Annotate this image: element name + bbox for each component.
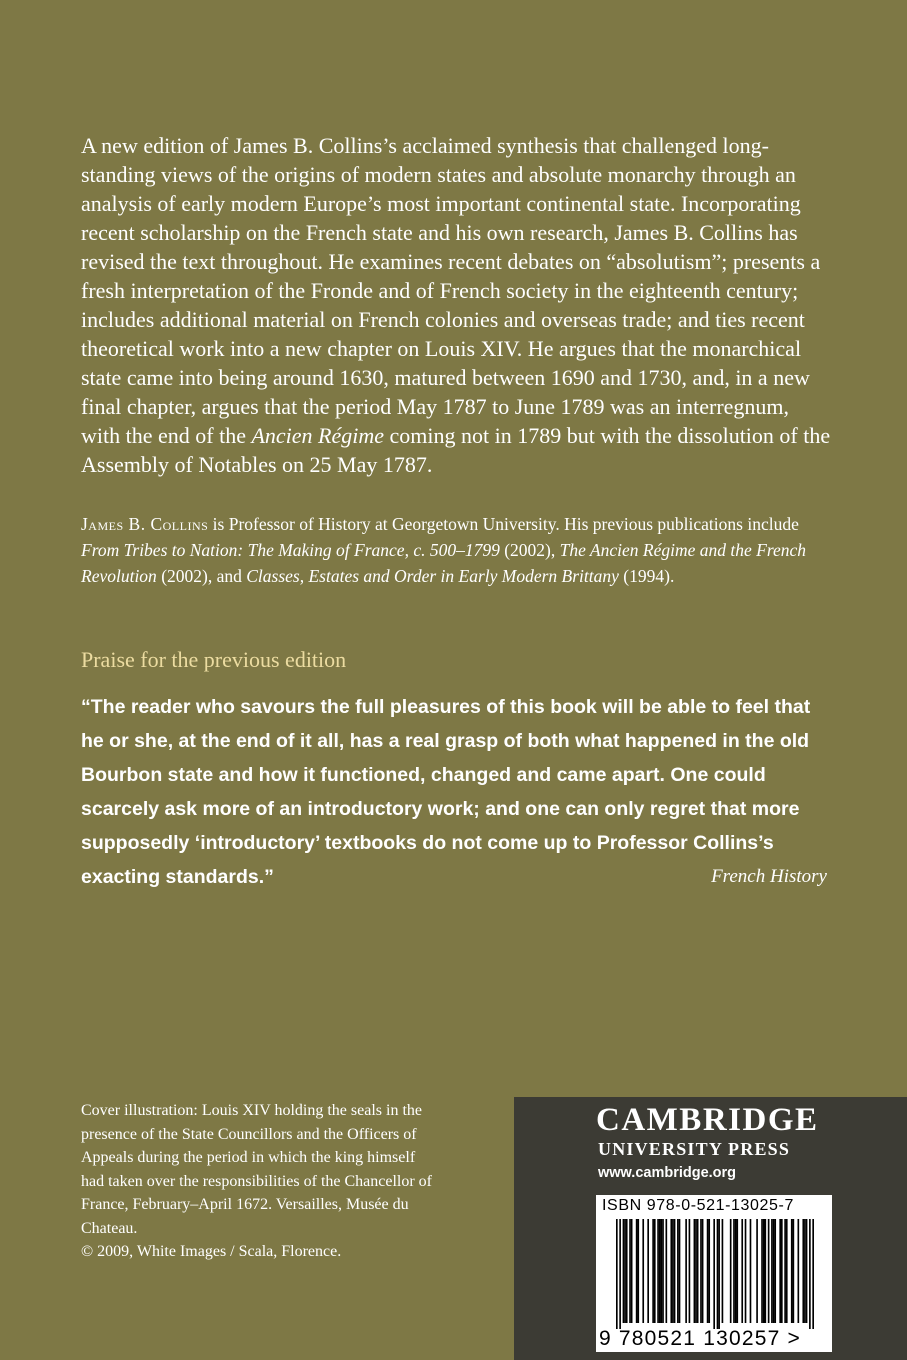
publisher-panel — [514, 1097, 907, 1360]
description-text-1: A new edition of James B. Collins’s acclaimed synthesis that challenged long-standing views of the origins of modern states and absolute monarchy through an analysis of early modern Europe’s most important continental state. Incorporating recent scholarship on the French state and his own research, James B. Collins has revised the text throughout. He examines recent debates on “absolutism”; presents a fresh interpretation of the Fronde and of French society in the eighteenth century; includes additional material on French colonies and overseas trade; and ties recent theoretical work into a new chapter on Louis XIV. He argues that the monarchical state came into being around 1630, matured between 1690 and 1730, and, in a new final chapter, argues that the period May 1787 to June 1789 was an interregnum, with the end of the — [81, 133, 821, 448]
barcode-bar — [631, 1219, 633, 1323]
barcode-bar — [771, 1219, 773, 1323]
barcode-bar — [763, 1219, 765, 1323]
cover-credit — [81, 1099, 441, 1264]
barcode-bar — [722, 1219, 724, 1323]
barcode-bar — [793, 1219, 795, 1323]
barcode-bar — [812, 1219, 814, 1329]
barcode-bar — [730, 1219, 732, 1323]
barcode-bar — [670, 1219, 672, 1323]
barcode-bar — [736, 1219, 738, 1323]
praise-heading: Praise for the previous edition — [81, 647, 347, 672]
publisher-name: CAMBRIDGE — [596, 1102, 819, 1138]
copyright-line: © 2009, White Images / Scala, Florence. — [81, 1243, 342, 1260]
barcode-bar — [718, 1219, 720, 1329]
barcode-bar — [773, 1219, 775, 1323]
barcode-bar — [781, 1219, 783, 1323]
barcode-bar — [623, 1219, 625, 1323]
barcode-bar — [672, 1219, 674, 1323]
barcode-bar — [768, 1219, 770, 1323]
barcode-bar — [765, 1219, 767, 1323]
barcode-bar — [750, 1219, 752, 1323]
description-italic-term: Ancien Régime — [251, 423, 385, 448]
bio-text-4: (1994). — [618, 566, 675, 586]
barcode-bar — [700, 1219, 702, 1323]
barcode-bar — [774, 1219, 776, 1323]
barcode-bar — [745, 1219, 747, 1323]
barcode-bar — [802, 1219, 804, 1323]
barcode-bar — [677, 1219, 679, 1323]
author-name: James B. Collins — [81, 514, 209, 534]
barcode-bar — [636, 1219, 638, 1323]
barcode — [596, 1195, 832, 1352]
barcode-bar — [679, 1219, 681, 1323]
barcode-bar — [642, 1219, 644, 1323]
barcode-bar — [697, 1219, 699, 1323]
bio-book-1: From Tribes to Nation: The Making of France, c. 500–1799 — [81, 540, 500, 560]
bio-text-1: is Professor of History at Georgetown University. His previous publications include — [208, 514, 799, 534]
bio-text-2: (2002), — [499, 540, 560, 560]
barcode-bar — [791, 1219, 793, 1323]
barcode-bar — [661, 1219, 663, 1323]
barcode-bar — [756, 1219, 758, 1323]
praise-quote: “The reader who savours the full pleasures of this book will be able to feel that he or she, at the end of it all, has a real grasp of both what happened in the old Bourbon state and how it functioned, changed and came apart. One could scarcely ask more of an introductory work; and one can only regret that more supposedly ‘introductory’ textbooks do not come up to Professor Collins’s exacting standards.” — [81, 696, 811, 888]
barcode-bar — [761, 1219, 763, 1323]
barcode-bar — [694, 1219, 696, 1323]
barcode-bar — [674, 1219, 676, 1323]
barcode-bar — [806, 1219, 808, 1323]
barcode-bar — [619, 1219, 621, 1329]
barcode-bar — [779, 1219, 781, 1323]
book-description — [81, 131, 831, 479]
barcode-bar — [616, 1219, 618, 1329]
barcode-bar — [624, 1219, 626, 1323]
barcode-bar — [647, 1219, 649, 1323]
barcode-bar — [804, 1219, 806, 1323]
barcode-bar — [637, 1219, 639, 1323]
barcode-bar — [626, 1219, 628, 1323]
bio-book-2: The Ancien Régime and the French Revolution — [81, 540, 807, 586]
barcode-bars — [596, 1219, 832, 1329]
cover-credit-text: Cover illustration: Louis XIV holding the seals in the presence of the State Councillors and the Officers of Appeals during the period in which the king himself had taken over the responsibilities of the Chancellor of France, February–April 1672. Versailles, Musée du Chateau. — [81, 1102, 433, 1237]
barcode-bar — [629, 1219, 631, 1323]
barcode-bar — [809, 1219, 811, 1329]
barcode-bar — [707, 1219, 709, 1323]
barcode-bar — [702, 1219, 704, 1323]
quote-attribution: French History — [711, 866, 827, 887]
publisher-subtitle: UNIVERSITY PRESS — [598, 1139, 791, 1159]
barcode-bar — [717, 1219, 719, 1329]
isbn-label: ISBN 978-0-521-13025-7 — [602, 1197, 794, 1214]
barcode-bar — [659, 1219, 661, 1323]
barcode-bar — [713, 1219, 715, 1329]
barcode-bar — [654, 1219, 656, 1323]
publisher-url: www.cambridge.org — [598, 1165, 737, 1181]
barcode-bar — [695, 1219, 697, 1323]
barcode-bar — [652, 1219, 654, 1323]
barcode-bar — [735, 1219, 737, 1323]
barcode-digits: 9 780521 130257 > — [599, 1327, 801, 1350]
barcode-bar — [784, 1219, 786, 1323]
barcode-bar — [685, 1219, 687, 1323]
bio-book-3: Classes, Estates and Order in Early Modern Brittany — [246, 566, 619, 586]
barcode-bar — [741, 1219, 743, 1323]
author-bio — [81, 511, 831, 589]
barcode-bar — [662, 1219, 664, 1323]
description-text-2: coming not in 1789 but with the dissolution of the Assembly of Notables on 25 May 1787. — [81, 423, 831, 477]
barcode-bar — [708, 1219, 710, 1323]
bio-text-3: (2002), and — [156, 566, 247, 586]
barcode-bar — [733, 1219, 735, 1323]
barcode-bar — [657, 1219, 659, 1323]
barcode-bar — [786, 1219, 788, 1323]
barcode-bar — [798, 1219, 800, 1323]
barcode-bar — [689, 1219, 691, 1323]
barcode-bar — [666, 1219, 668, 1323]
